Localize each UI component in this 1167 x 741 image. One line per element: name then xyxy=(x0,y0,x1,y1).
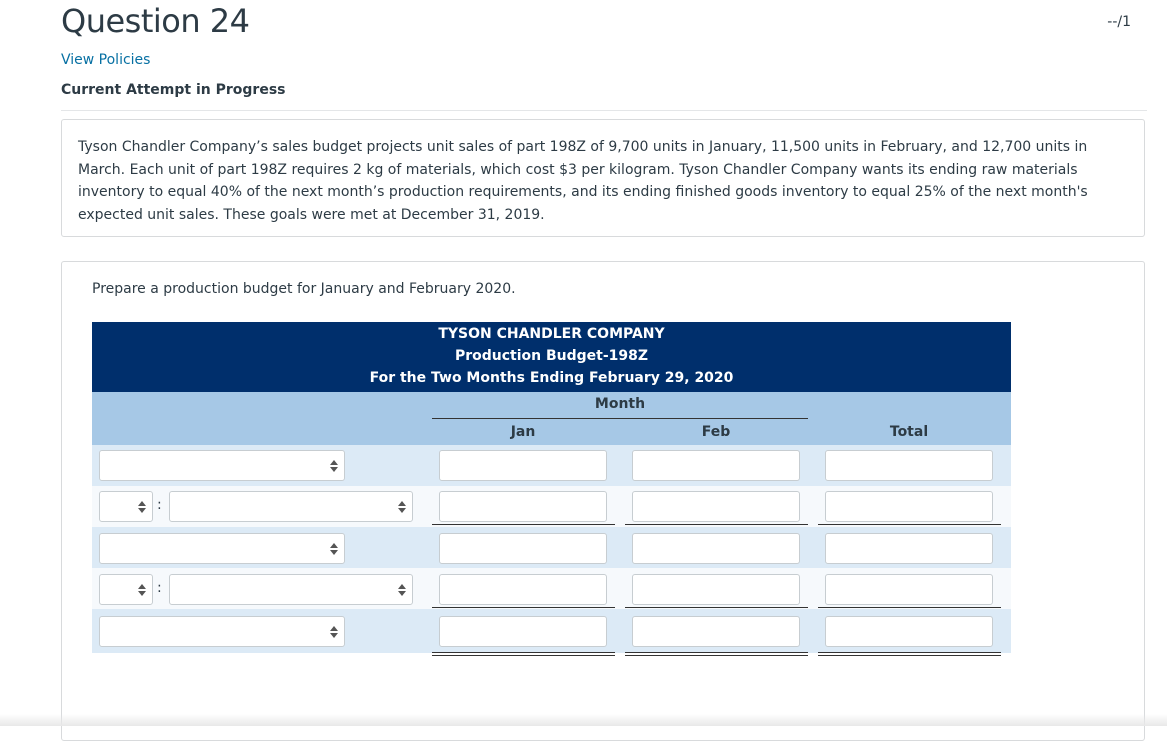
production-budget-table xyxy=(92,322,1011,654)
jan-input[interactable] xyxy=(439,450,607,481)
view-policies-link[interactable]: View Policies xyxy=(61,52,151,68)
table-row xyxy=(92,445,1011,486)
company-name: TYSON CHANDLER COMPANY xyxy=(438,326,665,342)
select-arrows-icon xyxy=(138,582,146,598)
column-feb: Feb xyxy=(701,424,731,440)
total-double-underline xyxy=(432,652,615,656)
work-box xyxy=(61,261,1145,741)
table-row xyxy=(92,486,1011,527)
column-header xyxy=(92,392,1011,445)
select-arrows-icon xyxy=(330,624,338,640)
total-input[interactable] xyxy=(825,450,993,481)
month-label: Month xyxy=(594,396,646,412)
attempt-status: Current Attempt in Progress xyxy=(61,82,286,98)
account-select[interactable] xyxy=(99,616,345,647)
month-underline xyxy=(432,418,808,419)
select-arrows-icon xyxy=(398,582,406,598)
account-select[interactable] xyxy=(169,491,413,522)
budget-period: For the Two Months Ending February 29, 2020 xyxy=(369,370,734,386)
divider xyxy=(61,110,1147,111)
question-title: Question 24 xyxy=(61,2,250,40)
operator-select[interactable] xyxy=(99,574,153,605)
table-header xyxy=(92,322,1011,392)
operator-select[interactable] xyxy=(99,491,153,522)
total-input[interactable] xyxy=(825,533,993,564)
subtotal-underline xyxy=(625,607,808,608)
problem-box xyxy=(61,119,1145,237)
feb-input[interactable] xyxy=(632,574,800,605)
table-row xyxy=(92,568,1011,609)
select-arrows-icon xyxy=(398,499,406,515)
column-jan: Jan xyxy=(510,424,536,440)
subtotal-underline xyxy=(818,607,1001,608)
score-display: --/1 xyxy=(1107,14,1131,30)
feb-input[interactable] xyxy=(632,491,800,522)
subtotal-underline xyxy=(625,524,808,525)
operator-separator: : xyxy=(157,497,162,513)
select-arrows-icon xyxy=(330,458,338,474)
account-select[interactable] xyxy=(169,574,413,605)
jan-input[interactable] xyxy=(439,574,607,605)
problem-text: Tyson Chandler Company’s sales budget projects unit sales of part 198Z of 9,700 units in January, 11,500 units in February, and 12,700 units in March. Each unit of part 198Z requires 2 kg of materials, which cost $3 per kilogram. Tyson Chandler Company wants its ending raw materials inventory to equal 40% of the next month’s production requirements, and its ending finished goods inventory to equal 25% of the next month's expected unit sales. These goals were met at December 31, 2019. xyxy=(78,139,1088,223)
account-select[interactable] xyxy=(99,450,345,481)
table-row xyxy=(92,527,1011,568)
subtotal-underline xyxy=(432,607,615,608)
feb-input[interactable] xyxy=(632,533,800,564)
instruction-text: Prepare a production budget for January and February 2020. xyxy=(92,281,516,297)
total-input[interactable] xyxy=(825,491,993,522)
total-input[interactable] xyxy=(825,616,993,647)
feb-input[interactable] xyxy=(632,616,800,647)
column-total: Total xyxy=(889,424,929,440)
account-select[interactable] xyxy=(99,533,345,564)
operator-separator: : xyxy=(157,580,162,596)
select-arrows-icon xyxy=(330,541,338,557)
jan-input[interactable] xyxy=(439,491,607,522)
jan-input[interactable] xyxy=(439,533,607,564)
bottom-fade xyxy=(0,714,1167,726)
total-double-underline xyxy=(625,652,808,656)
jan-input[interactable] xyxy=(439,616,607,647)
total-double-underline xyxy=(818,652,1001,656)
subtotal-underline xyxy=(818,524,1001,525)
subtotal-underline xyxy=(432,524,615,525)
select-arrows-icon xyxy=(138,499,146,515)
total-input[interactable] xyxy=(825,574,993,605)
feb-input[interactable] xyxy=(632,450,800,481)
table-row xyxy=(92,609,1011,653)
budget-name: Production Budget-198Z xyxy=(454,348,649,364)
